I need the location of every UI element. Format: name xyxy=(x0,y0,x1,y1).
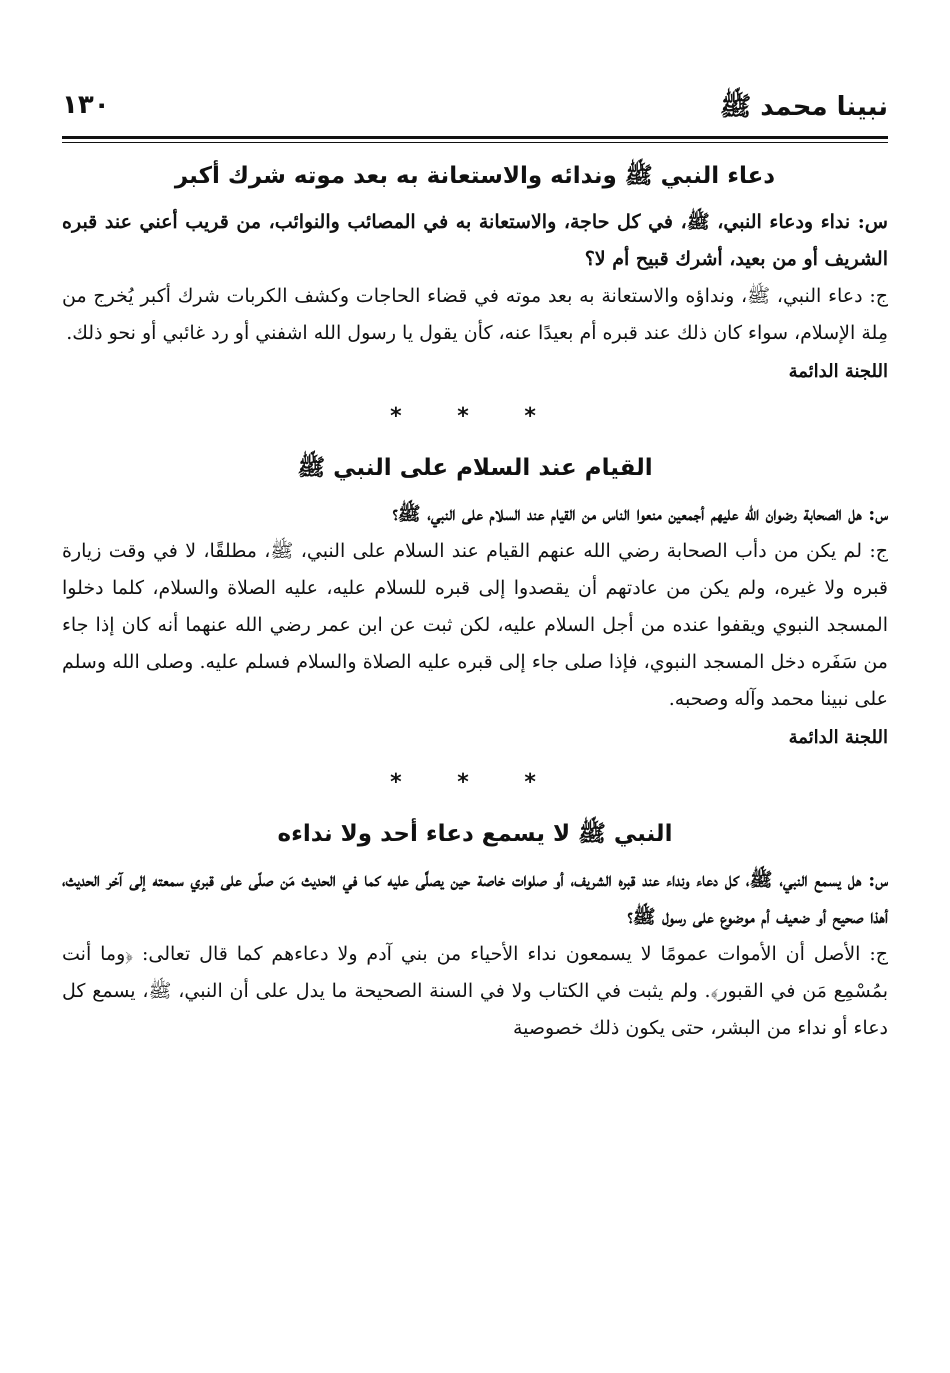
source-attribution: اللجنة الدائمة xyxy=(788,361,888,382)
question-paragraph: س: نداء ودعاء النبي، ﷺ، في كل حاجة، والاستعانة به في المصائب والنوائب، من قريب أعني عند قبره الشريف أو من بعيد، أشرك قبيح أم لا؟ xyxy=(62,211,888,270)
header-rule-thick xyxy=(62,136,888,139)
page-number: ١٣٠ xyxy=(62,90,110,120)
section-heading: القيام عند السلام على النبي ﷺ xyxy=(297,455,653,481)
running-title: نبينا محمد ﷺ xyxy=(719,92,888,122)
question-paragraph: س: هل يسمع النبي، ﷺ، كل دعاء ونداء عند قبره الشريف، أو صلوات خاصة حين يصلَّى عليه كما في الحديث مَن صلّى على قبري سمعته إلى آخر الحديث، أهذا صحيح أو ضعيف أم موضوع على رسول ﷺ؟ xyxy=(62,869,888,928)
answer-paragraph: ج: لم يكن من دأب الصحابة رضي الله عنهم القيام عند السلام على النبي، ﷺ، مطلقًا، لا في وقت زيارة قبره ولا غيره، ولم يكن من عادتهم أن يقصدوا إلى قبره للسلام عليه، عليه الصلاة والسلام، كلما دخلوا المسجد النبوي ويقفوا عنده من أجل السلام عليه، لكن ثبت عن ابن عمر رضي الله عنهما أنه كان إذا جاء من سَفَره دخل المسجد النبوي، فإذا صلى جاء إلى قبره عليه الصلاة والسلام فسلم عليه. وصلى الله وسلم على نبينا محمد وآله وصحبه. xyxy=(62,540,888,710)
page-content xyxy=(62,150,888,1047)
page-header xyxy=(62,88,888,128)
header-rule-thin xyxy=(62,142,888,143)
section-separator: * * * xyxy=(390,404,560,429)
section-heading: النبي ﷺ لا يسمع دعاء أحد ولا نداءه xyxy=(277,821,673,847)
answer-paragraph: ج: دعاء النبي، ﷺ، ونداؤه والاستعانة به بعد موته في قضاء الحاجات وكشف الكربات شرك أكبر يُخرج من مِلة الإسلام، سواء كان ذلك عند قبره أم بعيدًا عنه، كأن يقول يا رسول الله اشفني أو رد غائبي أو نحو ذلك. xyxy=(62,285,888,344)
question-paragraph: س: هل الصحابة رضوان الله عليهم أجمعين منعوا الناس من القيام عند السلام على النبي، ﷺ؟ xyxy=(392,503,888,525)
section-heading: دعاء النبي ﷺ وندائه والاستعانة به بعد موته شرك أكبر xyxy=(174,163,776,189)
section-separator: * * * xyxy=(390,770,560,795)
source-attribution: اللجنة الدائمة xyxy=(788,727,888,748)
answer-paragraph: ج: الأصل أن الأموات عمومًا لا يسمعون نداء الأحياء من بني آدم ولا دعاءهم كما قال تعالى: ﴿وما أنت بمُسْمِع مَن في القبور﴾. ولم يثبت في الكتاب ولا في السنة الصحيحة ما يدل على أن النبي، ﷺ، يسمع كل دعاء أو نداء من البشر، حتى يكون ذلك خصوصية xyxy=(62,943,889,1039)
